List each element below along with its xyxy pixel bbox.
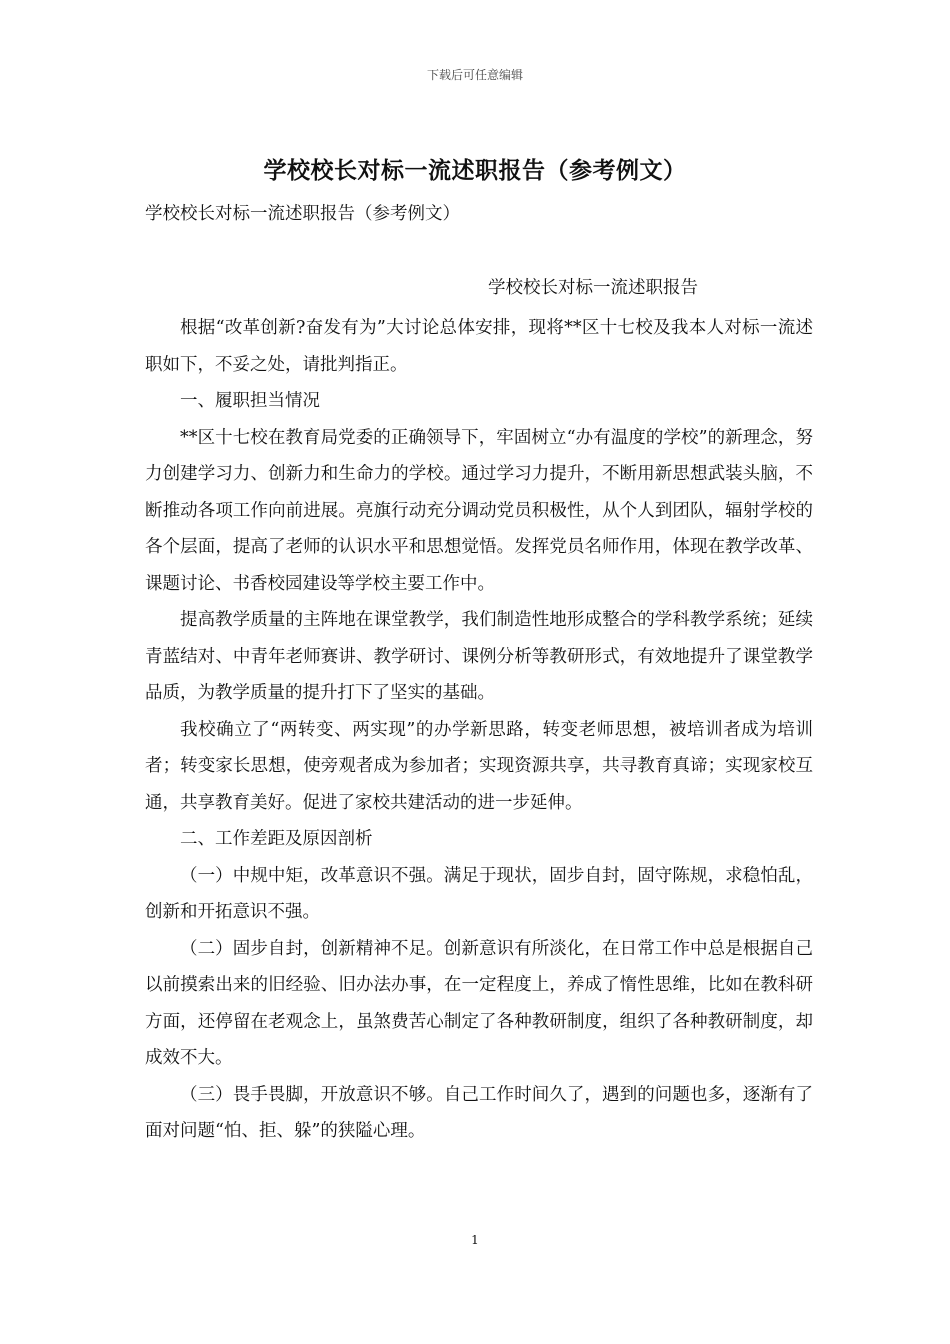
document-subtitle: 学校校长对标一流述职报告（参考例文） [145, 204, 460, 224]
report-heading: 学校校长对标一流述职报告 [488, 278, 698, 298]
page-number: 1 [471, 1233, 479, 1247]
paragraph-gap-2: （二）固步自封，创新精神不足。创新意识有所淡化，在日常工作中总是根据自己以前摸索出来的旧经验、旧办法办事，在一定程度上，养成了惰性思维，比如在教科研方面，还停留在老观念上，虽煞费苦心制定了各种教研制度，组织了各种教研制度，却成效不大。 [145, 938, 813, 1068]
paragraph-teaching-quality: 提高教学质量的主阵地在课堂教学，我们制造性地形成整合的学科教学系统；延续青蓝结对、中青年老师赛讲、教学研讨、课例分析等教研形式，有效地提升了课堂教学品质，为教学质量的提升打下了坚实的基础。 [145, 610, 813, 703]
document-title: 学校校长对标一流述职报告（参考例文） [263, 157, 687, 184]
header-note: 下载后可任意编辑 [426, 68, 523, 82]
paragraph-gap-3: （三）畏手畏脚，开放意识不够。自己工作时间久了，遇到的问题也多，逐渐有了面对问题“怕、拒、躲”的狭隘心理。 [145, 1084, 813, 1141]
heading-duty-performance: 一、履职担当情况 [180, 391, 320, 411]
paragraph-school-home: 我校确立了“两转变、两实现”的办学新思路，转变老师思想，被培训者成为培训者；转变家长思想，使旁观者成为参加者；实现资源共享，共寻教育真谛；实现家校互通，共享教育美好。促进了家校共建活动的进一步延伸。 [145, 719, 813, 813]
paragraph-intro: 根据“改革创新?奋发有为”大讨论总体安排，现将**区十七校及我本人对标一流述职如下，不妥之处，请批判指正。 [145, 318, 813, 375]
document-body [145, 310, 813, 1150]
paragraph-gap-1: （一）中规中矩，改革意识不强。满足于现状，固步自封，固守陈规，求稳怕乱，创新和开拓意识不强。 [145, 865, 813, 922]
paragraph-school-philosophy: **区十七校在教育局党委的正确领导下，牢固树立“办有温度的学校”的新理念，努力创建学习力、创新力和生命力的学校。通过学习力提升，不断用新思想武装头脑，不断推动各项工作向前进展。亮旗行动充分调动党员积极性，从个人到团队，辐射学校的各个层面，提高了老师的认识水平和思想觉悟。发挥党员名师作用，体现在教学改革、课题讨论、书香校园建设等学校主要工作中。 [145, 427, 813, 594]
heading-gap-analysis: 二、工作差距及原因剖析 [180, 829, 373, 849]
